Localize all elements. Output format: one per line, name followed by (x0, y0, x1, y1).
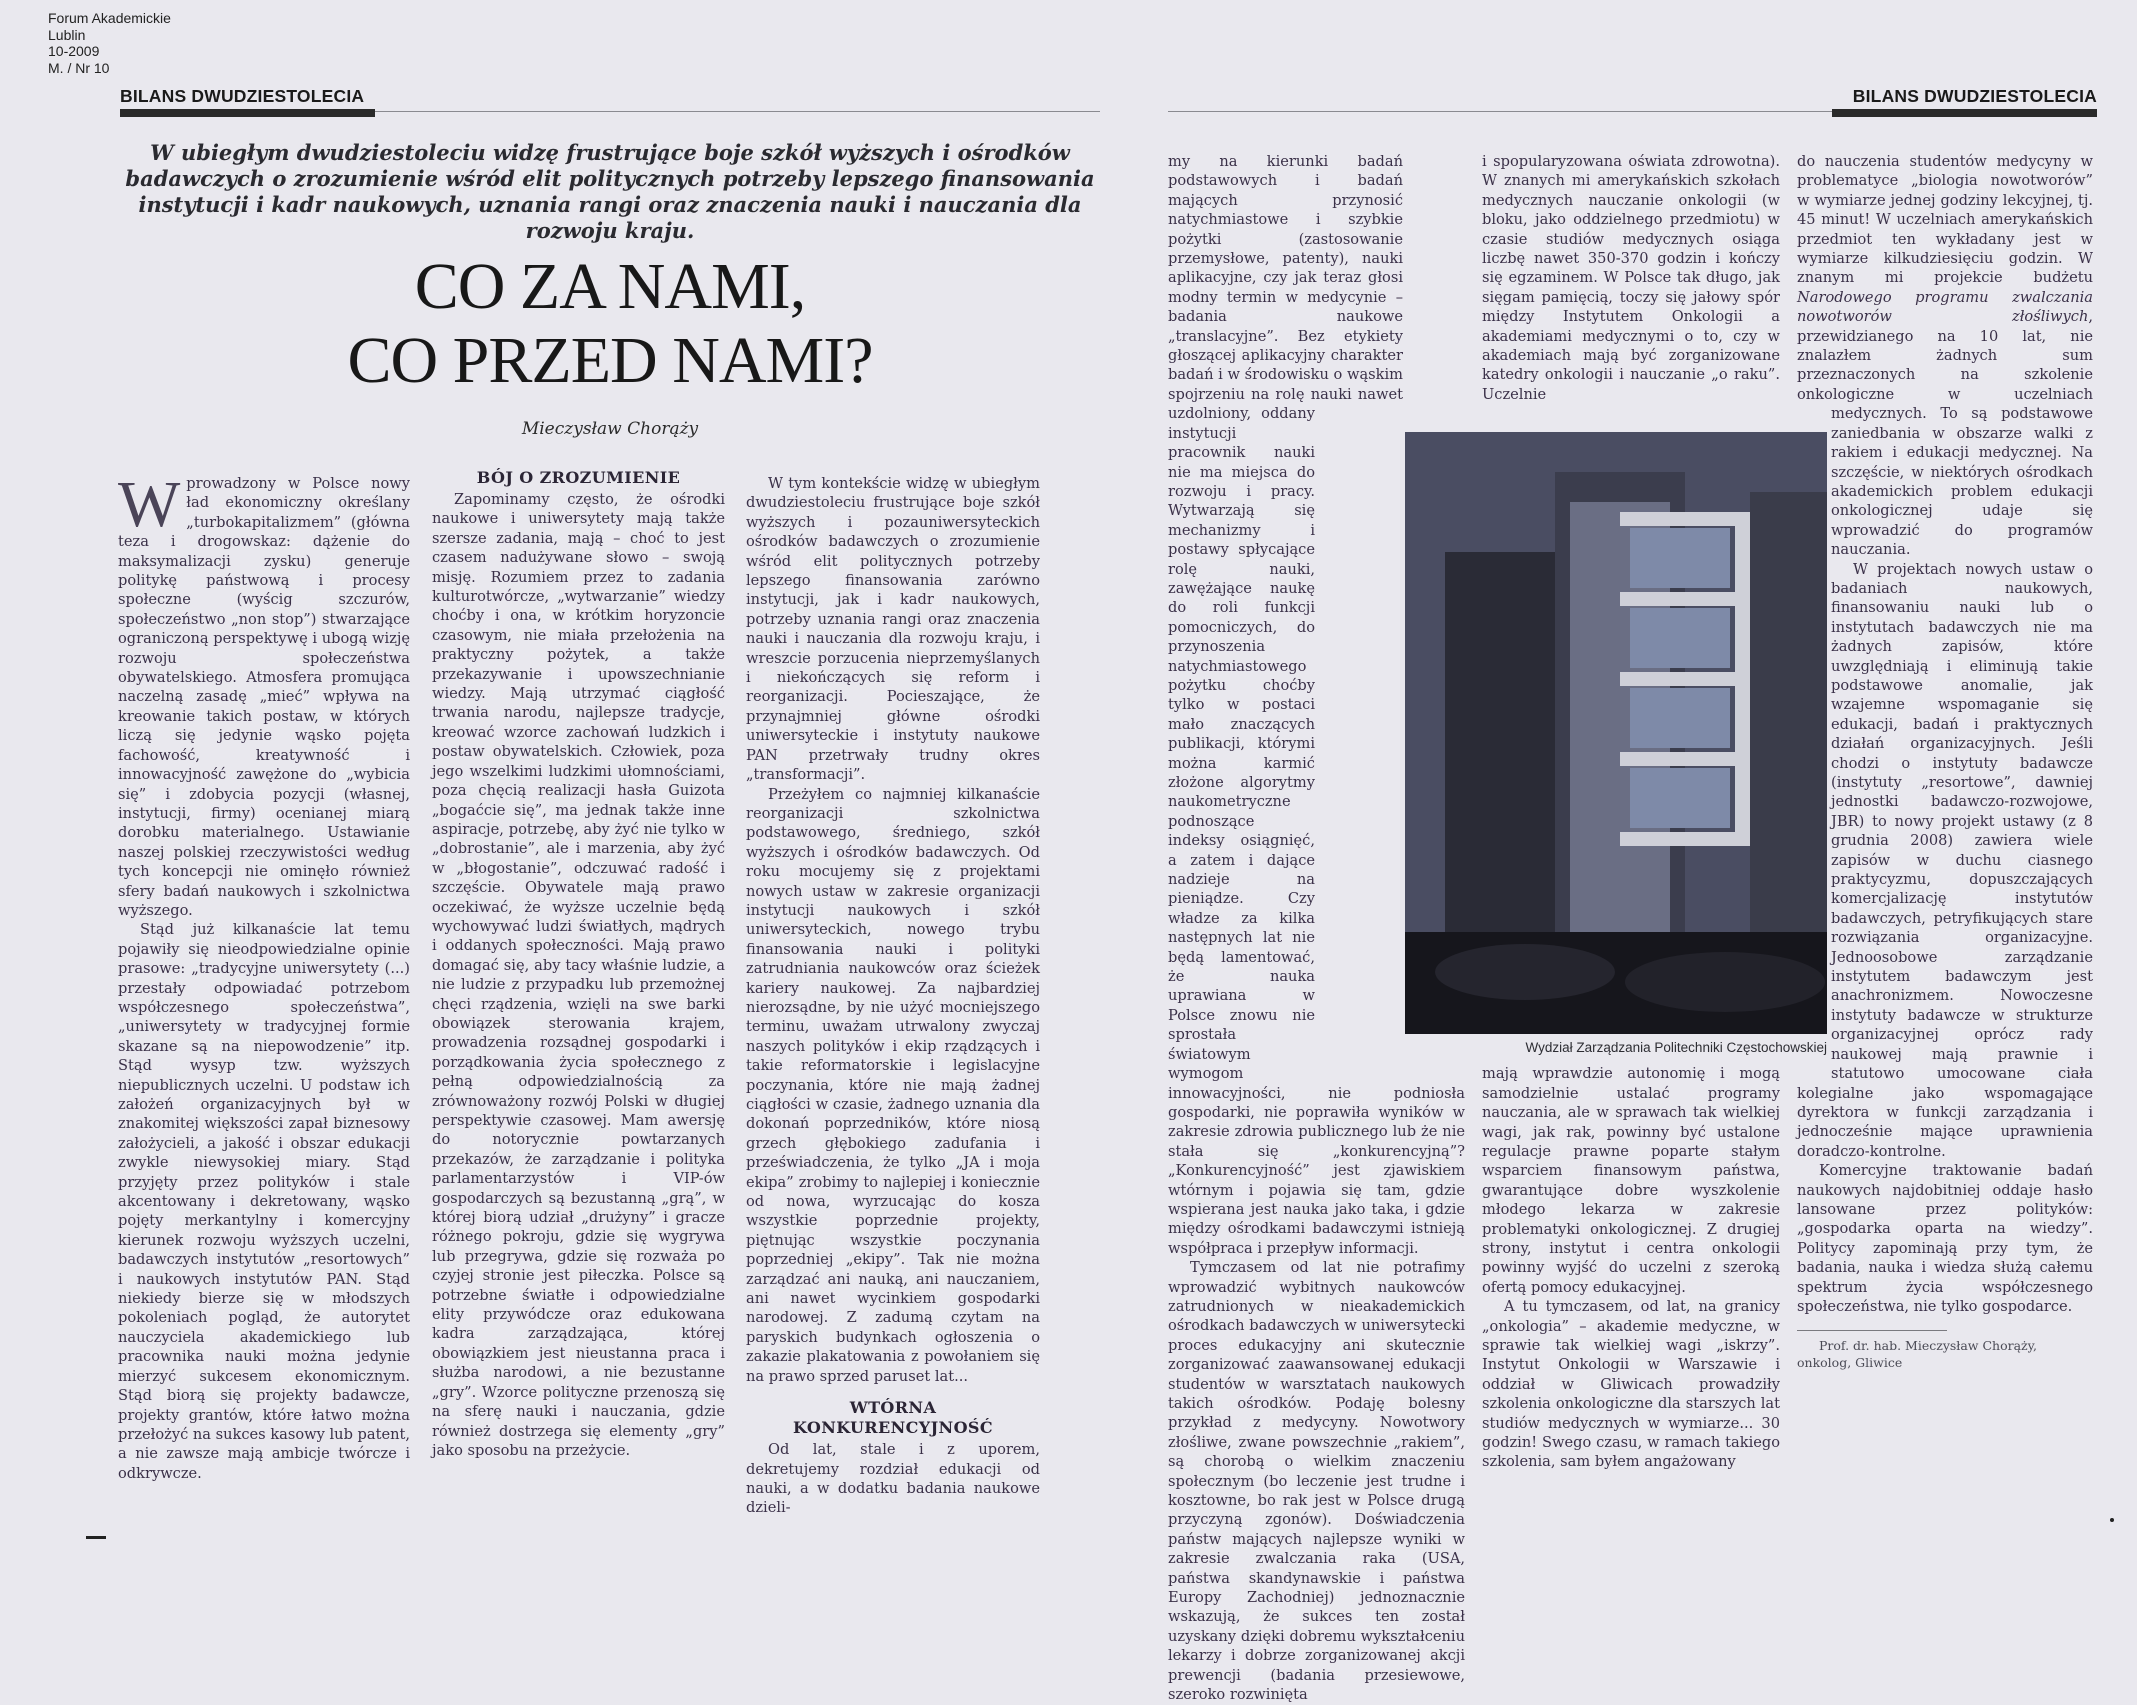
publication-city: Lublin (48, 26, 86, 43)
paragraph: Od lat, stale i z uporem, dekretujemy rozdział edukacji od nauki, a w dodatku badania naukowe dzieli- (746, 1441, 1040, 1517)
crop-mark (2110, 1518, 2114, 1522)
article-lede: W ubiegłym dwudziestoleciu widzę frustrujące boje szkół wyższych i ośrodków badawczych o zrozumienie wśród elit politycznych potrzeby lepszego finansowania instytucji i kadr naukowych, uznania rangi oraz znaczenia nauki i nauczania dla rozwoju kraju. (125, 140, 1095, 243)
column-2 (432, 468, 725, 1460)
photo-gap (1482, 404, 1780, 1064)
photo-wrap-spacer (1403, 152, 1465, 422)
author-footnote: Prof. dr. hab. Mieczysław Chorąży, onkolog, Gliwice (1797, 1338, 2038, 1371)
paragraph: Przeżyłem co najmniej kilkanaście reorganizacji szkolnictwa podstawowego, średniego, szkół wyższych i ośrodków badawczych. Od roku mocujemy się z projektami nowych ustaw w zakresie organizacji instytucji naukowych i szkół uniwersyteckich, nowego trybu finansowania nauki i polityki zatrudniania naukowców oraz ścieżek kariery naukowej. Za najbardziej nierozsądne, by nie użyć mocniejszego terminu, uważam utrwalony zwyczaj naszych polityków i ekip rządzących i takie reformatorskie i legislacyjne poczynania, które nie mają żadnej ciągłości w czasie, żadnego uznania dla dokonań poprzedników, które niosą grzech głębokiego zadufania i przeświadczenia, że tylko „JA i moja ekipa” zrobimy to najlepiej i koniecznie od nowa, wyrzucając do kosza wszystkie poprzednie projekty, piętnując wszystkie poczynania poprzedniej „ekipy”. Tak nie można zarządzać ani nauką, ani nauczaniem, ani nawet wycinkiem gospodarki narodowej. Z zadumą czytam na paryskich budynkach ogłoszenia o zakazie plakatowania z powołaniem się na prawo sprzed paruset lat... (746, 785, 1040, 1385)
paragraph (118, 468, 410, 920)
paragraph (1797, 152, 2093, 560)
publication-issue: M. / Nr 10 (48, 59, 110, 76)
paragraph: my na kierunki badań podstawowych i badań mających przynosić natychmiastowe i szybkie pożytki (zastosowanie przemysłowe, patenty), nauki aplikacyjne, czy jak teraz głosi modny termin w medycynie – badania naukowe „translacyjne”. Bez etykiety głoszącej aplikacyjny charakter badań i w środowisku o wąskim spojrzeniu na rolę nauki nawet uzdolniony, oddany instytucji pracownik nauki nie ma miejsca do rozwoju i pracy. Wytwarzają się mechanizmy i postawy spłycające rolę nauki, zawężające naukę do roli funkcji pomocniczych, do przynoszenia natychmiastowego pożytku choćby tylko w postaci mało znaczących publikacji, którymi można karmić złożone algorytmy naukometryczne podnoszące indeksy osiągnięć, a zatem i dające nadzieje na pieniądze. Czy władze za kilka następnych lat nie będą lamentować, że nauka uprawiana w Polsce znowu nie sprostała światowym wymogom innowacyjności, nie podniosła gospodarki, nie poprawiła wyników w zakresie zdrowia publicznego lub że nie stała się „konkurencyjną”? „Konkurencyjność” jest zjawiskiem wtórnym i pojawia się tam, gdzie wspierana jest nauka jako taka, i gdzie między ośrodkami badawczymi istnieją współpraca i przepływ informacji. (1168, 153, 1465, 1257)
paragraph: mają wprawdzie autonomię i mogą samodzielnie ustalać programy nauczania, ale w sprawach tak wielkiej wagi, jak rak, powinny być ustalone regulacje prawne poparte stałym wsparciem finansowym państwa, gwarantujące dobre wyszkolenie młodego lekarza w zakresie problematyki onkologicznej. Z drugiej strony, instytut i centra onkologii powinny wyjść do uczelni z szeroką ofertą pomocy edukacyjnej. (1482, 1065, 1780, 1296)
footnote-rule (1797, 1330, 1947, 1331)
article-byline: Mieczysław Chorąży (521, 419, 699, 439)
section-header-right: BILANS DWUDZIESTOLECIA (1852, 86, 2097, 106)
section-bar-left (120, 109, 375, 117)
paragraph-text: , przewidzianego na 10 lat, nie znalazłem żadnych sum przeznaczonych na szkolenie onkologiczne w uczelniach medycznych. To są podstawowe zaniedbania w obszarze walki z rakiem i edukacji medycznej. Na szczęście, w niektórych ośrodkach akademickich problem edukacji onkologicznej udaje się wprowadzić do programów nauczania. (1797, 308, 2093, 559)
section-rule-left (375, 111, 1100, 112)
section-bar-right (1832, 109, 2097, 117)
publication-meta (48, 10, 171, 76)
section-header-left: BILANS DWUDZIESTOLECIA (120, 86, 365, 106)
photo-wrap-spacer (1797, 422, 1831, 1072)
column-5 (1482, 152, 1780, 1472)
article-title (120, 250, 1100, 400)
column-1 (118, 468, 411, 1483)
paragraph: Zapominamy często, że ośrodki naukowe i uniwersytety mają także szersze zadania, mają – choć to jest czasem nadużywane słowo – swoją misję. Rozumiem przez to zadania kulturotwórcze, „wytwarzanie” wiedzy choćby i ona, w krótkim horyzoncie czasowym, nie miała przełożenia na praktyczny pożytek, a także przekazywanie i upowszechnianie wiedzy. Mają utrzymać ciągłość trwania narodu, najlepsze tradycje, kreować wzorce zachowań ludzkich i postaw obywatelskich. Człowiek, poza jego wszelkimi ludzkimi ułomnościami, poza chęcią realizacji hasła Guizota „bogaćcie się”, ma jednak także inne aspiracje, potrzebę, aby żyć nie tylko w „dobrostanie”, ale i marzenia, aby żyć w „błogostanie”, odczuwać radość i szczęście. Obywatele mają prawo oczekiwać, że wyższe uczelnie będą wychowywać ludzi światłych, mądrych i oddanych społeczności. Mają prawo domagać się, aby tacy właśnie ludzie, a nie ludzie z przypadku lub przemożnej chęci rządzenia, wzięli na swe barki obowiązek sterowania krajem, prowadzenia rozsądnej gospodarki i porządkowania życia społecznego z pełną odpowiedzialnością za zrównoważony rozwój Polski w długiej perspektywie czasowej. Mam awersję do notorycznie powtarzanych przekazów, że zarządzanie i polityka parlamentarzystów i VIP-ów gospodarczych są bezustanną „grą”, w której biorą udział „drużyny” i gracze różnego pokroju, gdzie się wygrywa lub przegrywa, gdzie się rozważa po czyjej stronie jest piłeczka. Polsce są potrzebne światłe i odpowiedzialne elity przywódcze oraz edukowana kadra zarządzająca, której obowiązkiem jest nieustanna praca i służba narodowi, a nie bezustanne „gry”. Wzorce polityczne przenoszą się na sferę nauki i nauczania, gdzie również dostrzega się elementy „gry” jako sposobu na przeżycie. (432, 491, 725, 1459)
subheading (746, 1398, 1040, 1438)
paragraph-text: do nauczenia studentów medycyny w problematyce „biologia nowotworów” w wymiarze jednej godziny lekcyjnej, tj. 45 minut! W uczelniach amerykańskich przedmiot ten wykładany jest w wymiarze kilkudziesięciu godzin. W znanym mi projekcie budżetu (1797, 153, 2093, 287)
column-4 (1168, 152, 1465, 1705)
subheading: BÓJ O ZROZUMIENIE (476, 468, 681, 487)
publication-name: Forum Akademickie (48, 10, 171, 26)
publication-date: 10-2009 (48, 43, 100, 59)
paragraph: A tu tymczasem, od lat, na granicy „onkologia” – akademie medyczne, w sprawie tak wielkiej wagi „iskrzy”. Instytut Onkologii w Warszawie i oddział w Gliwicach prowadziły szkolenia onkologiczne dla starszych lat studiów medycznych w wymiarze... 30 godzin! Swego czasu, w ramach takiego szkolenia, sam byłem angażowany (1482, 1298, 1780, 1471)
title-line-2: CO PRZED NAMI? (347, 324, 873, 397)
paragraph: Stąd już kilkanaście lat temu pojawiły się nieodpowiedzialne opinie prasowe: „tradycyjne uniwersytety (...) przestały odpowiadać potrzebom współczesnego społeczeństwa”, „uniwersytety w tradycyjnej formie skazane są na niepowodzenie” itp. Stąd wysyp tzw. wyższych niepublicznych uczelni. U podstaw ich założeń organizacyjnych był w znakomitej większości zapał biznesowy założycieli, a jakość i obszar edukacji zwykle niewysokiej miary. Stąd przyjęty przez polityków i stale akcentowany i dekretowany, wąsko pojęty merkantylny i komercyjny kierunek rozwoju wyższych uczelni, badawczych instytutów „resortowych” i naukowych instytutów PAN. Stąd niekiedy bierze się w młodszych pokoleniach pogląd, że autorytet nauczyciela akademickiego lub pracownika nauki można jedynie mierzyć sukcesem ekonomicznym. Stąd biorą się projekty badawcze, projekty grantów, które łatwo można przełożyć na sukces kasowy lub patent, a nie zawsze mają ambicje twórcze i odkrywcze. (118, 921, 411, 1482)
subheading-line: WTÓRNA (849, 1398, 937, 1418)
drop-cap: W (118, 468, 181, 541)
paragraph: Tymczasem od lat nie potrafimy wprowadzić wybitnych naukowców zatrudnionych w nieakademickich ośrodkach badawczych w uniwersytecki proces edukacyjny ani skutecznie zorganizować zaawansowanej edukacji studentów w warsztatach naukowych takich ośrodków. Podaję bolesny przykład z medycyny. Nowotwory złośliwe, zwane powszechnie „rakiem”, są chorobą o wielkim znaczeniu społecznym (bo leczenie jest trudne i kosztowne, bo rak jest w Polsce drugą przyczyną zgonów). Doświadczenia państw mających najlepsze wyniki w zakresie zwalczania raka (USA, państwa skandynawskie i państwa Europy Zachodniej) jednoznacznie wskazują, że sukces ten został uzyskany dzięki dobremu wykształceniu lekarzy i dobrze zorganizowanej akcji prewencji (badania przesiewowe, szeroko rozwinięta (1168, 1259, 1465, 1704)
paragraph: Komercyjne traktowanie badań naukowych najdobitniej oddaje hasło lansowane przez polityków: „gospodarka oparta na wiedzy”. Politycy zapominają przy tym, że badania, nauka i wiedza służą całemu spektrum życia współczesnego społeczeństwa, nie tylko gospodarce. (1797, 1162, 2093, 1315)
paragraph-text: prowadzony w Polsce nowy ład ekonomiczny określany „turbokapitalizmem” (główna teza i drogowskaz: dążenie do maksymalizacji zysku) generuje politykę państwową i procesy społeczne (wyścig szczurów, społeczeństwo „non stop”) stwarzające ograniczoną perspektywę i ubogą wizję rozwoju społeczeństwa obywatelskiego. Atmosfera promująca naczelną zasadę „mieć” wpływa na kreowanie takich postaw, w których liczą się jedynie wąsko pojęta fachowość, kreatywność i innowacyjność zawężone do „wybicia się” i zdobycia pozycji (własnej, instytucji, firmy) ocenianej miarą dorobku materialnego. Ustawianie naszej polskiej rzeczywistości według tych koncepcji nie ominęło również sfery badań naukowych i szkolnictwa wyższego. (118, 475, 410, 919)
crop-mark (86, 1536, 106, 1539)
paragraph: i spopularyzowana oświata zdrowotna). W znanych mi amerykańskich szkołach medycznych nauczanie onkologii (w bloku, jako oddzielnego przedmiotu) w czasie studiów medycznych osiąga liczbę nawet 350-370 godzin i kończy się egzaminem. W Polsce tak długo, jak sięgam pamięcią, toczy się jałowy spór między Instytutem Onkologii a akademiami medycznymi o to, czy w akademiach mają być zorganizowane katedry onkologii i nauczanie „o raku”. Uczelnie (1482, 153, 1780, 403)
subheading-line: KONKURENCYJNOŚĆ (792, 1418, 994, 1438)
photo-caption: Wydział Zarządzania Politechniki Częstochowskiej (1525, 1040, 1827, 1055)
program-title: Narodowego programu zwalczania nowotworów złośliwych (1797, 288, 2093, 326)
paragraph: W projektach nowych ustaw o badaniach naukowych, finansowaniu nauki lub o instytutach badawczych nie ma żadnych zapisów, które uwzględniają i eliminują takie podstawowe anomalie, jak wzajemne wspomaganie się edukacji, badań i praktycznych działań organizacyjnych. Jeśli chodzi o instytuty badawcze (instytuty „resortowe”, dawniej jednostki badawczo-rozwojowe, JBR) to nowy projekt ustawy (z 8 grudnia 2008) zawiera wiele zapisów w duchu ciasnego praktycyzmu, dopuszczających komercjalizację instytutów badawczych, petryfikujących stare rozwiązania organizacyjne. Jednoosobowe zarządzanie instytutem badawczym jest anachronizmem. Nowoczesne instytuty badawcze w strukturze organizacyjnej oprócz rady naukowej mają prawnie i statutowo umocowane ciała kolegialne jako wspomagające dyrektora w funkcji zarządzania i jednocześnie mające uprawnienia doradczo-kontrolne. (1797, 560, 2093, 1160)
photo-wrap-spacer (1315, 422, 1465, 1072)
column-6 (1797, 152, 2093, 1371)
paragraph: W tym kontekście widzę w ubiegłym dwudziestoleciu frustrujące boje szkół wyższych i pozauniwersyteckich ośrodków badawczych o zrozumienie wśród elit politycznych potrzeby lepszego finansowania zarówno instytucji, jak i kadr naukowych, potrzeby uznania rangi oraz znaczenia nauki i nauczania dla rozwoju kraju, i wreszcie porzucenia nieprzemyślanych i niekończących się reform i reorganizacji. Pocieszające, że przynajmniej główne ośrodki uniwersyteckie i instytuty naukowe PAN przetrwały trudny okres „transformacji”. (746, 475, 1040, 784)
title-line-1: CO ZA NAMI, (414, 250, 806, 323)
column-3 (746, 474, 1040, 1518)
section-rule-right (1168, 111, 1848, 112)
